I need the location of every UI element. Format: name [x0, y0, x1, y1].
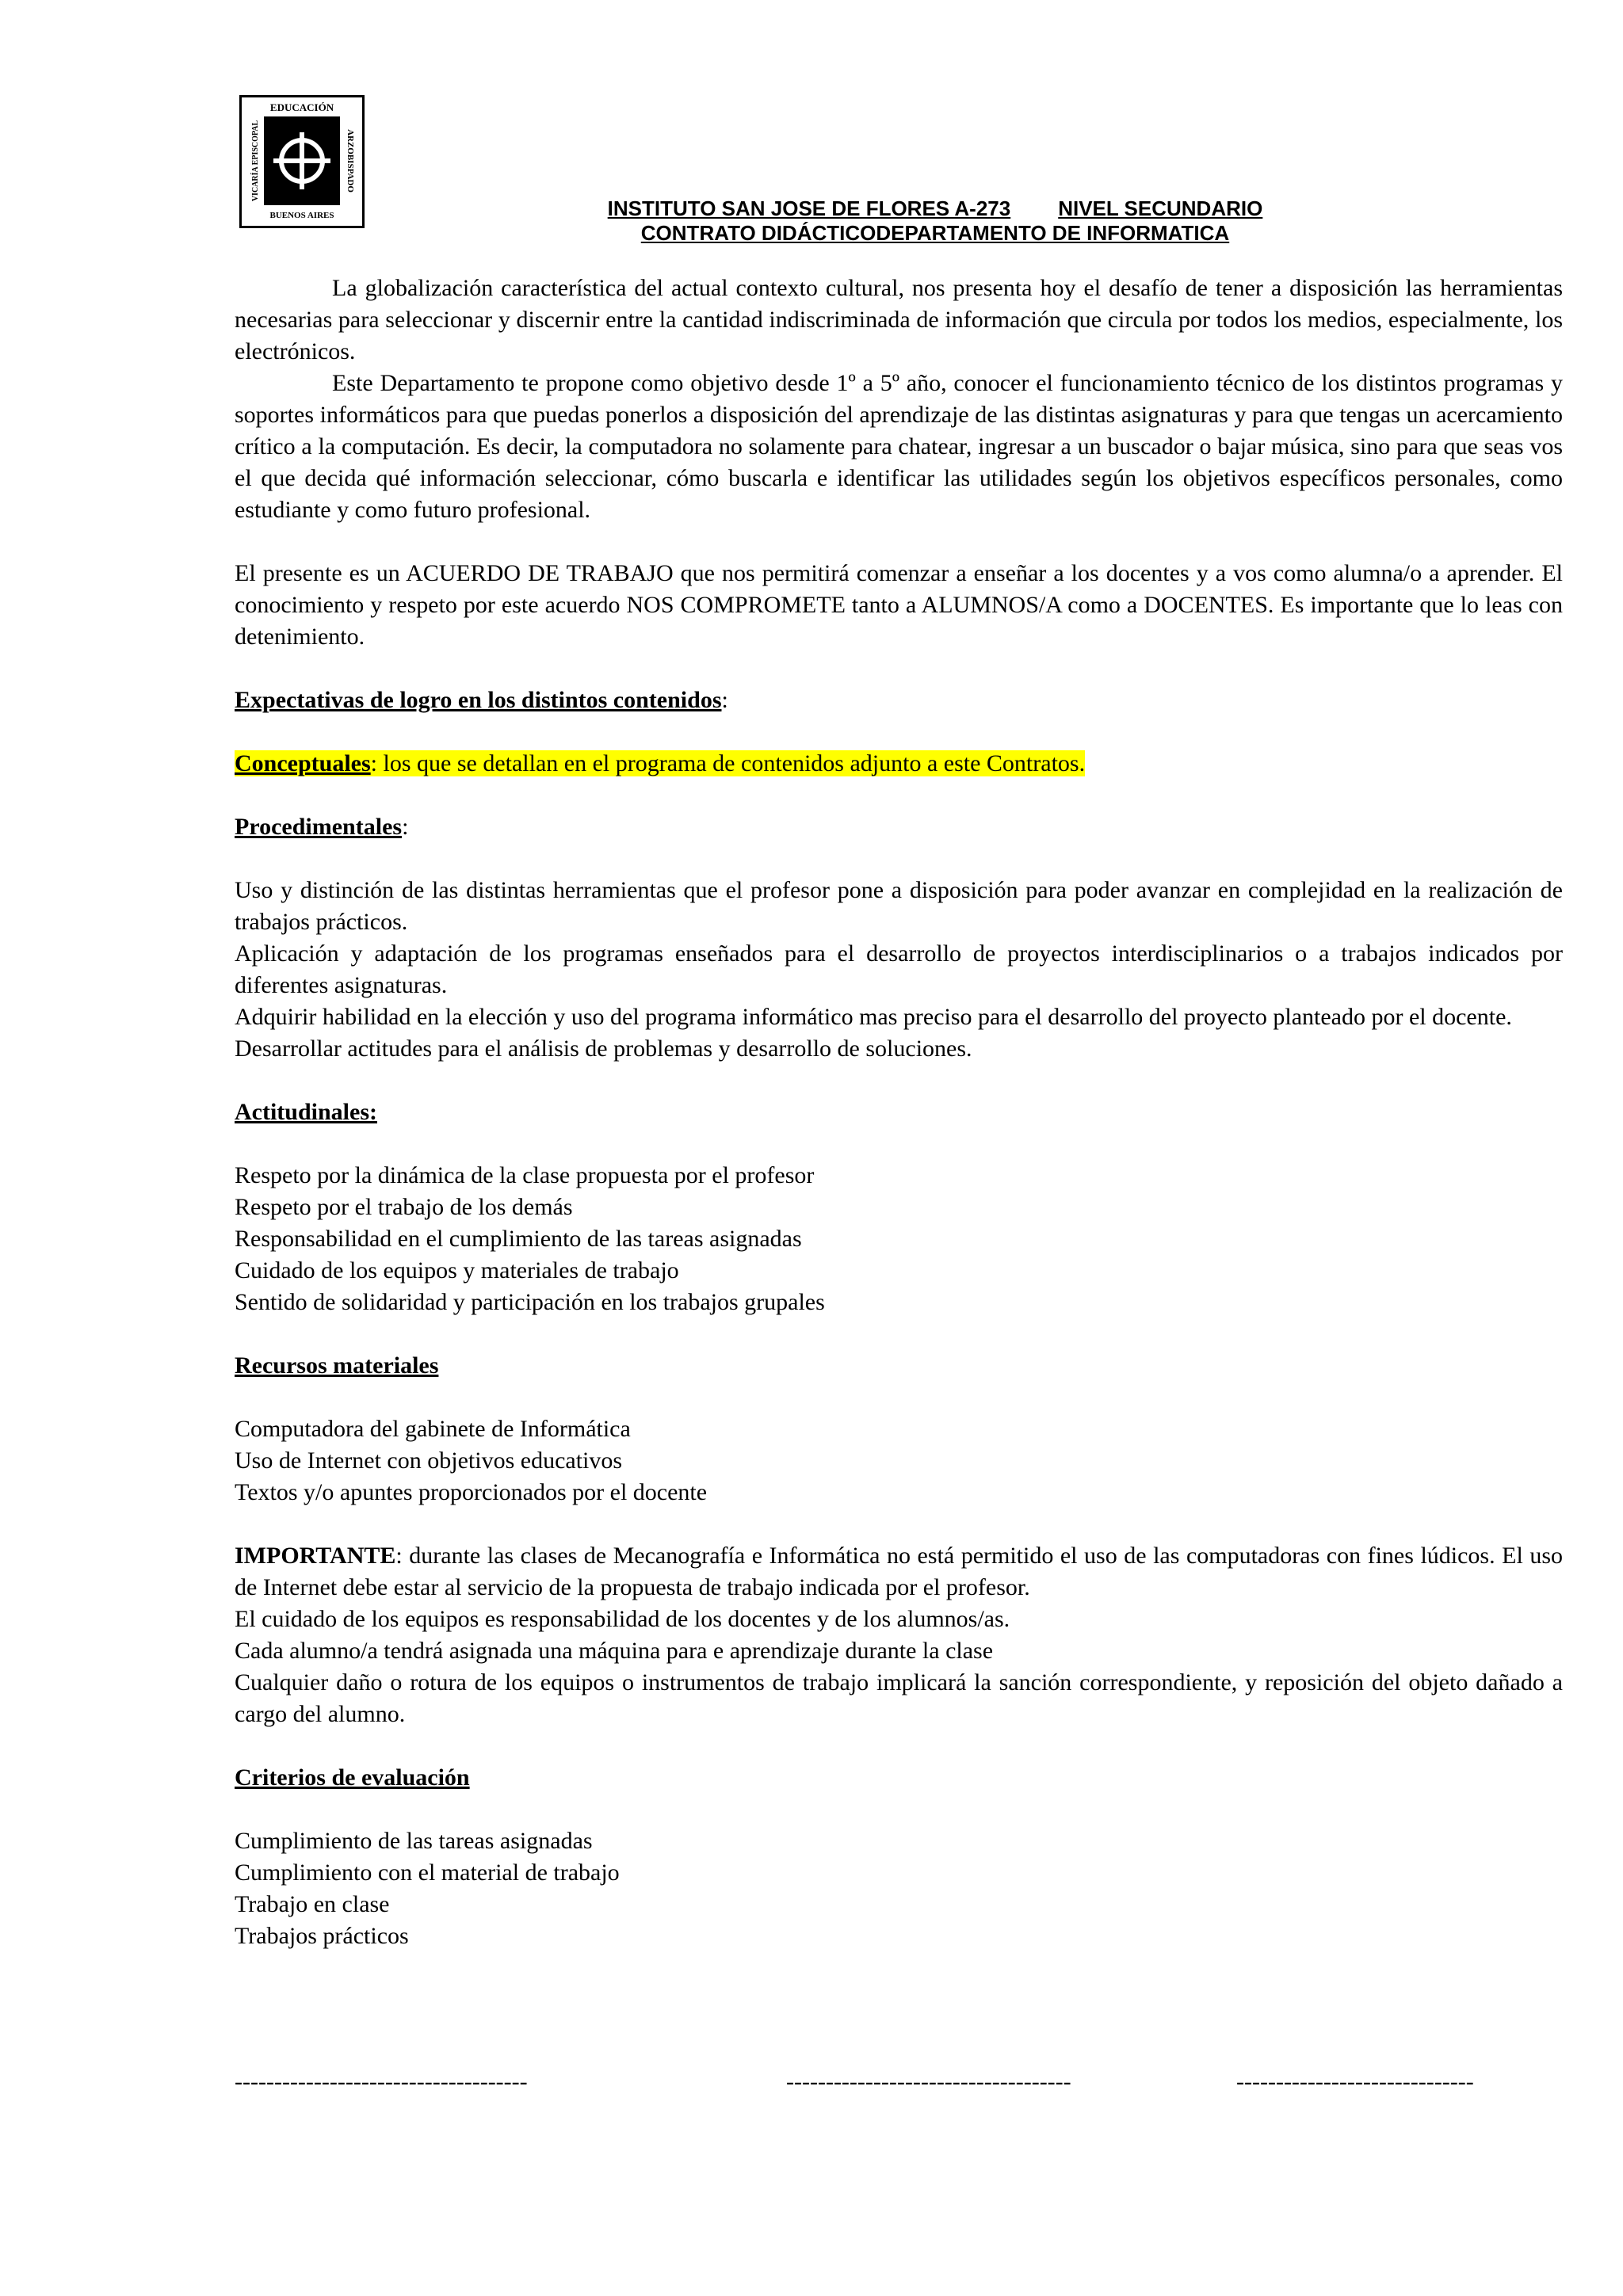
logo-top-text: EDUCACIÓN	[269, 101, 334, 113]
conceptuales-text: : los que se detallan en el programa de contenidos adjunto a este Contratos.	[370, 750, 1086, 776]
list-item: Respeto por el trabajo de los demás	[235, 1194, 573, 1220]
level-name: NIVEL SECUNDARIO	[1058, 196, 1263, 220]
list-item: Trabajos prácticos	[235, 1923, 409, 1949]
list-item: Aplicación y adaptación de los programas enseñados para el desarrollo de proyectos interdisciplinarios o a trabajos indicados por diferentes asignaturas.	[235, 940, 1563, 998]
procedimentales-title: Procedimentales	[235, 814, 403, 840]
importante-paragraph	[235, 1540, 1563, 1604]
conceptuales-line	[235, 748, 1563, 780]
importante-line: El cuidado de los equipos es responsabilidad de los docentes y de los alumnos/as.	[235, 1606, 1010, 1632]
recursos-heading: Recursos materiales	[235, 1352, 439, 1379]
signature-line-3: ------------------------------	[1236, 2069, 1474, 2095]
signature-line-2: ------------------------------------	[786, 2069, 1071, 2095]
list-item: Desarrollar actitudes para el análisis de problemas y desarrollo de soluciones.	[235, 1035, 972, 1062]
list-item: Cuidado de los equipos y materiales de trabajo	[235, 1257, 679, 1283]
procedimentales-heading: Procedimentales:	[235, 814, 409, 840]
list-item: Responsabilidad en el cumplimiento de las tareas asignadas	[235, 1226, 802, 1252]
institution-logo	[239, 95, 365, 228]
importante-text: : durante las clases de Mecanografía e Informática no está permitido el uso de las computadoras con fines lúdicos. El uso de Internet debe estar al servicio de la propuesta de trabajo indicada por el profesor.	[235, 1543, 1563, 1600]
intro-paragraph-2: Este Departamento te propone como objetivo desde 1º a 5º año, conocer el funcionamiento técnico de los distintos programas y soportes informáticos para que puedas ponerlos a disposición del aprendizaje de las distintas asignaturas y para que tengas un acercamiento crítico a la computación. Es decir, la computadora no solamente para chatear, ingresar a un buscador o bajar música, sino para que seas vos el que decida qué información seleccionar, cómo buscarla e identificar las utilidades según los objetivos específicos personales, como estudiante y como futuro profesional.	[235, 370, 1563, 523]
intro-paragraph-1: La globalización característica del actual contexto cultural, nos presenta hoy el desafío de tener a disposición las herramientas necesarias para seleccionar y discernir entre la cantidad indiscriminada de información que circula por todos los medios, especialmente, los electrónicos.	[235, 275, 1563, 364]
list-item: Uso de Internet con objetivos educativos	[235, 1447, 623, 1474]
list-item: Computadora del gabinete de Informática	[235, 1416, 631, 1442]
list-item: Uso y distinción de las distintas herramientas que el profesor pone a disposición para poder avanzar en complejidad en la realización de trabajos prácticos.	[235, 877, 1563, 935]
list-item: Adquirir habilidad en la elección y uso del programa informático mas preciso para el desarrollo del proyecto planteado por el docente.	[235, 1004, 1512, 1030]
conceptuales-title: Conceptuales	[235, 750, 371, 776]
actitudinales-heading: Actitudinales:	[235, 1099, 377, 1125]
header-line-2: CONTRATO DIDÁCTICODEPARTAMENTO DE INFORMATICA	[640, 221, 1230, 245]
list-item: Textos y/o apuntes proporcionados por el docente	[235, 1479, 708, 1505]
institute-name: INSTITUTO SAN JOSE DE FLORES A-273	[607, 196, 1011, 220]
list-item: Cumplimiento de las tareas asignadas	[235, 1828, 593, 1854]
logo-left-text: VICARÍA EPISCOPAL	[251, 120, 260, 202]
expectativas-title: Expectativas de logro en los distintos contenidos	[235, 687, 722, 713]
list-item: Sentido de solidaridad y participación en los trabajos grupales	[235, 1289, 825, 1315]
expectativas-heading: Expectativas de logro en los distintos contenidos:	[235, 687, 728, 713]
importante-label: IMPORTANTE	[235, 1543, 396, 1569]
logo-bottom-text: BUENOS AIRES	[269, 211, 334, 220]
criterios-heading: Criterios de evaluación	[235, 1764, 470, 1791]
importante-line: Cualquier daño o rotura de los equipos o instrumentos de trabajo implicará la sanción correspondiente, y reposición del objeto dañado a cargo del alumno.	[235, 1669, 1563, 1727]
intro-paragraph-3: El presente es un ACUERDO DE TRABAJO que nos permitirá comenzar a enseñar a los docentes y a vos como alumna/o a aprender. El conocimiento y respeto por este acuerdo NOS COMPROMETE tanto a ALUMNOS/A como a DOCENTES. Es importante que lo leas con detenimiento.	[235, 560, 1563, 650]
header-line-1	[380, 196, 1490, 220]
list-item: Respeto por la dinámica de la clase propuesta por el profesor	[235, 1162, 815, 1188]
list-item: Trabajo en clase	[235, 1891, 390, 1917]
logo-right-text: ARZOBISPADO	[346, 129, 355, 193]
importante-line: Cada alumno/a tendrá asignada una máquina para e aprendizaje durante la clase	[235, 1638, 994, 1664]
signature-line-1: -------------------------------------	[235, 2069, 528, 2095]
list-item: Cumplimiento con el material de trabajo	[235, 1859, 620, 1886]
document-body	[235, 273, 1563, 1952]
